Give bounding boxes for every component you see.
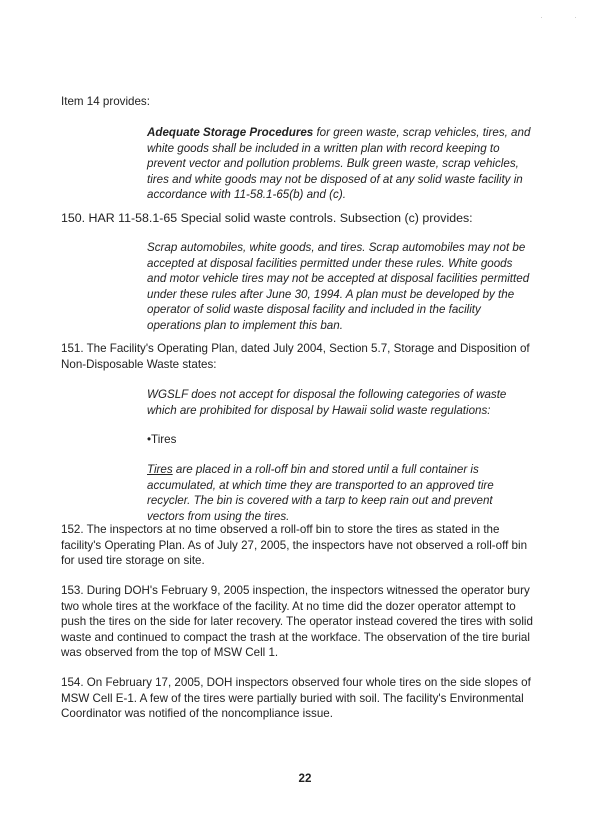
paragraph-154: 154. On February 17, 2005, DOH inspectors observed four whole tires on the side slopes of MSW Cell E-1. A few of the tires were partially buried with soil. The facility's Environmental Coordinator was notified of the noncompliance issue. [61, 676, 531, 721]
adequate-storage-procedures-heading: Adequate Storage Procedures [147, 126, 314, 139]
paragraph-150: 150. HAR 11-58.1-65 Special solid waste controls. Subsection (c) provides: [61, 211, 473, 225]
item-14-quote [147, 125, 532, 203]
paragraph-151-quote: WGSLF does not accept for disposal the following categories of waste which are prohibited for disposal by Hawaii solid waste regulations: [147, 388, 507, 417]
paragraph-151-tires-quote [147, 462, 532, 524]
item-14-intro: Item 14 provides: [61, 95, 150, 108]
scan-speck [541, 17, 542, 18]
tires-underlined: Tires [147, 463, 173, 476]
paragraph-153: 153. During DOH's February 9, 2005 inspection, the inspectors witnessed the operator bury two whole tires at the workface of the facility. At no time did the dozer operator attempt to push the tires on the side for later recovery. The operator instead covered the tires with solid waste and continued to compact the trash at the workface. The observation of the tire burial was observed from the top of MSW Cell 1. [61, 584, 533, 660]
page-number: 22 [298, 772, 312, 785]
item-14-quote-text: for green waste, scrap vehicles, tires, and white goods shall be included in a written plan with record keeping to prevent vector and pollution problems. Bulk green waste, scrap vehicles, tires and white goods may not be disposed of at any solid waste facility in accordance with 11-58.1-65(b) and (c). [147, 126, 531, 202]
paragraph-151: 151. The Facility's Operating Plan, dated July 2004, Section 5.7, Storage and Disposition of Non-Disposable Waste states: [61, 342, 530, 371]
scan-speck [575, 17, 576, 18]
paragraph-152: 152. The inspectors at no time observed a roll-off bin to store the tires as stated in the facility's Operating Plan. As of July 27, 2005, the inspectors have not observed a roll-off bin for used tire storage on site. [61, 523, 528, 568]
tires-quote-text: are placed in a roll-off bin and stored until a full container is accumulated, at which time they are transported to an approved tire recycler. The bin is covered with a tarp to keep rain out and prevent vectors from using the tires. [147, 463, 494, 523]
paragraph-150-quote: Scrap automobiles, white goods, and tires. Scrap automobiles may not be accepted at disposal facilities permitted under these rules. White goods and motor vehicle tires may not be accepted at disposal facilities permitted under these rules after June 30, 1994. A plan must be developed by the operator of solid waste disposal facility and included in the facility operations plan to implement this ban. [147, 241, 530, 332]
tires-bullet: •Tires [147, 433, 177, 446]
